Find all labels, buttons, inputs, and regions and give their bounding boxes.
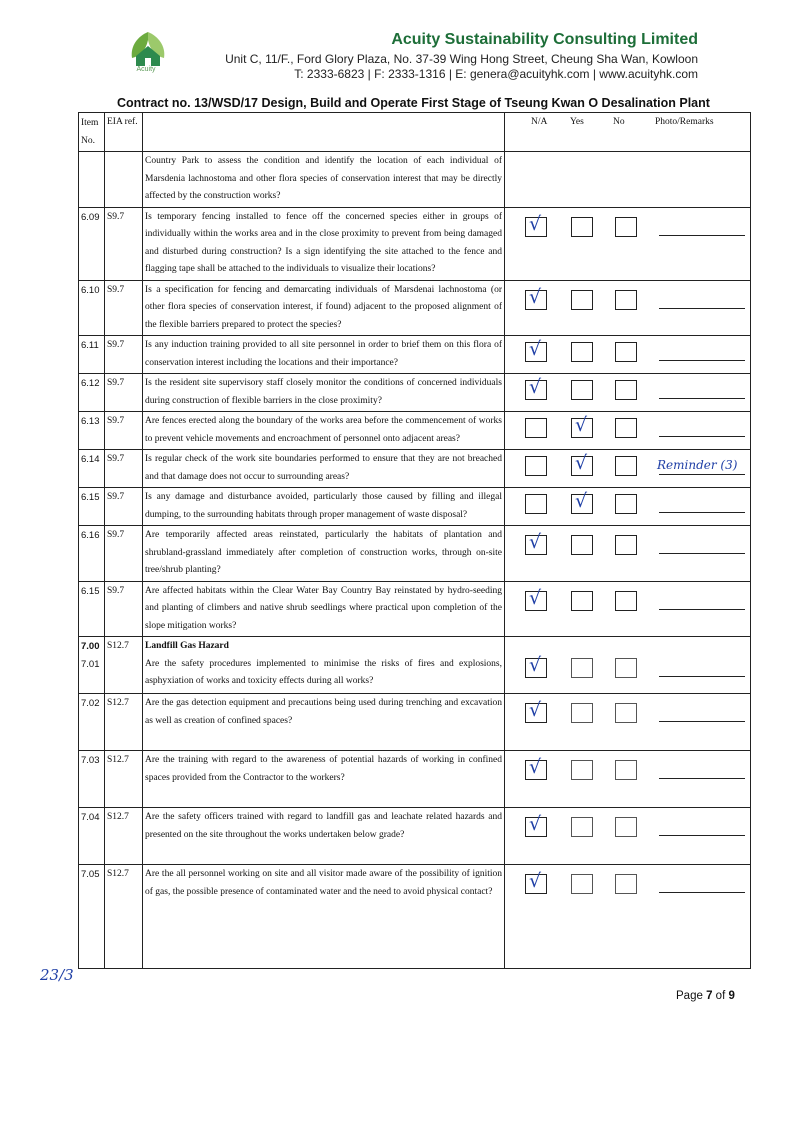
item-number: 6.14 [81, 454, 100, 465]
remarks-line[interactable] [659, 235, 745, 236]
item-number: 6.13 [81, 416, 100, 427]
eia-ref [105, 280, 143, 336]
checklist-table [78, 112, 751, 969]
header-item-no: Item No. [79, 113, 105, 152]
item-number: 7.04 [81, 812, 100, 823]
item-number: 7.03 [81, 755, 100, 766]
check-mark-icon: √ [529, 813, 542, 835]
answer-cell [505, 581, 751, 637]
item-text: Are the all personnel working on site and all visitor made aware of the possibility of ignition of gas, the possible presence of contaminated water and the need to avoid physical contact? [145, 869, 502, 897]
eia-ref [105, 526, 143, 582]
remarks-line[interactable] [659, 778, 745, 779]
answer-cell [505, 336, 751, 374]
eia-ref [105, 694, 143, 751]
remarks-line[interactable] [659, 398, 745, 399]
table-row [79, 152, 751, 208]
remarks-line[interactable] [659, 436, 745, 437]
item-text: Are affected habitats within the Clear Water Bay Country Bay reinstated by hydro-seeding and planting of climbers and native shrub seedlings where practical upon completion of the slope mitigation works? [145, 585, 502, 631]
checkbox-no[interactable] [615, 760, 637, 780]
item-text: Is any induction training provided to all site personnel in order to brief them on this flora of conservation interest including the locations and their importance? [145, 340, 502, 368]
item-text: Is a specification for fencing and demarcating individuals of Marsdenai lachnostoma (or other flora species of conservation interest, if found) adjacent to the proposed alignment of the flexible barriers prepared to protect the species? [145, 284, 502, 330]
item-description [143, 865, 505, 969]
handwritten-remark: Reminder (3) [657, 458, 738, 472]
section-number: 7.00 [81, 641, 100, 652]
checkbox-no[interactable] [615, 342, 637, 362]
eia-ref [105, 152, 143, 208]
company-name: Acuity Sustainability Consulting Limited [391, 31, 698, 48]
eia-ref-text: S12.7 [107, 698, 129, 708]
item-text: Are the safety procedures implemented to minimise the risks of fires and explosions, asphyxiation of works and toxicity effects during all works? [145, 658, 502, 686]
item-no [79, 336, 105, 374]
eia-ref-text: S12.7 [107, 755, 129, 765]
eia-ref [105, 751, 143, 808]
eia-ref [105, 637, 143, 694]
checkbox-no[interactable] [615, 217, 637, 237]
company-contact: T: 2333-6823 | F: 2333-1316 | E: genera@acuityhk.com | www.acuityhk.com [294, 67, 698, 81]
item-no [79, 581, 105, 637]
answer-cell [505, 694, 751, 751]
checkbox-na[interactable] [525, 813, 547, 837]
answer-cell [505, 207, 751, 280]
eia-ref [105, 336, 143, 374]
answer-cell [505, 280, 751, 336]
eia-ref-text: S9.7 [107, 585, 125, 596]
checkbox-na[interactable] [525, 494, 547, 514]
item-description [143, 412, 505, 450]
answer-cell [505, 526, 751, 582]
checkbox-yes[interactable] [571, 703, 593, 723]
header-yes: Yes [570, 117, 584, 127]
eia-ref [105, 488, 143, 526]
item-text: Are fences erected along the boundary of the works area before the commencement of works to prevent vehicle movements and encroachment of personnel onto adjacent areas? [145, 416, 502, 444]
checkbox-no[interactable] [615, 874, 637, 894]
checkbox-no[interactable] [615, 290, 637, 310]
checkbox-yes[interactable] [571, 535, 593, 555]
logo-text: Acuity [136, 66, 156, 73]
check-mark-icon: √ [529, 699, 542, 721]
answer-cell [505, 865, 751, 969]
table-row [79, 207, 751, 280]
answer-cell [505, 488, 751, 526]
item-number: 7.05 [81, 869, 100, 880]
item-no [79, 207, 105, 280]
table-row [79, 280, 751, 336]
check-mark-icon: √ [529, 531, 542, 553]
item-no [79, 280, 105, 336]
item-no [79, 694, 105, 751]
item-description [143, 207, 505, 280]
item-no [79, 488, 105, 526]
eia-ref-text: S12.7 [107, 812, 129, 822]
item-text: Are temporarily affected areas reinstated, particularly the habitats of plantation and shrubland-grassland immediately after completion of construction works, through on-site tree/shrub planting? [145, 530, 502, 575]
eia-ref [105, 412, 143, 450]
eia-ref-text: S9.7 [107, 416, 125, 426]
eia-ref [105, 808, 143, 865]
item-text: Is regular check of the work site boundaries performed to ensure that they are not breached and that damage does not occur to surrounding areas? [145, 454, 502, 482]
checkbox-na[interactable] [525, 654, 547, 678]
item-description [143, 488, 505, 526]
item-no [79, 374, 105, 412]
contract-title: Contract no. 13/WSD/17 Design, Build and Operate First Stage of Tseung Kwan O Desalination Plant [117, 96, 710, 110]
item-no [79, 526, 105, 582]
item-number: 6.10 [81, 284, 100, 296]
table-row [79, 865, 751, 969]
item-text: Are the safety officers trained with regard to landfill gas and leachate related hazards and presented on the site throughout the works undertaken below grade? [145, 812, 502, 840]
checkbox-no[interactable] [615, 535, 637, 555]
item-number: 6.12 [81, 378, 100, 389]
check-mark-icon: √ [529, 212, 542, 235]
checkbox-na[interactable] [525, 418, 547, 438]
remarks-line[interactable] [659, 676, 745, 677]
checkbox-na[interactable] [525, 285, 547, 310]
remarks-line[interactable] [659, 892, 745, 893]
item-number: 7.02 [81, 698, 100, 709]
answer-cell [505, 152, 751, 208]
header-check-columns [505, 113, 751, 152]
eia-ref [105, 374, 143, 412]
eia-ref [105, 207, 143, 280]
checkbox-yes[interactable] [571, 380, 593, 400]
checkbox-no[interactable] [615, 418, 637, 438]
checkbox-na[interactable] [525, 212, 547, 237]
checkbox-no[interactable] [615, 380, 637, 400]
table-row [79, 694, 751, 751]
checkbox-na[interactable] [525, 338, 547, 362]
item-no [79, 412, 105, 450]
check-mark-icon: √ [529, 654, 542, 676]
letterhead [0, 0, 794, 110]
item-number: 6.09 [81, 211, 100, 223]
table-row [79, 488, 751, 526]
checkbox-yes[interactable] [571, 760, 593, 780]
item-description [143, 694, 505, 751]
item-no [79, 450, 105, 488]
item-no [79, 751, 105, 808]
checkbox-yes[interactable] [571, 874, 593, 894]
checkbox-yes[interactable] [571, 414, 593, 438]
remarks-line[interactable] [659, 553, 745, 554]
check-mark-icon: √ [529, 285, 542, 308]
checkbox-na[interactable] [525, 699, 547, 723]
checkbox-yes[interactable] [571, 591, 593, 611]
eia-ref-text: S9.7 [107, 530, 125, 540]
item-description [143, 751, 505, 808]
checkbox-no[interactable] [615, 817, 637, 837]
checkbox-no[interactable] [615, 494, 637, 514]
item-number: 7.01 [81, 658, 100, 670]
table-row [79, 581, 751, 637]
header-eia-ref: EIA ref. [105, 113, 143, 152]
checkbox-yes[interactable] [571, 290, 593, 310]
checkbox-na[interactable] [525, 456, 547, 476]
item-text: Is the resident site supervisory staff closely monitor the conditions of concerned individuals during construction of flexible barriers in the close proximity? [145, 378, 502, 406]
answer-cell [505, 374, 751, 412]
checkbox-yes[interactable] [571, 490, 593, 514]
table-header-row [79, 113, 751, 152]
item-number: 6.11 [81, 340, 99, 351]
check-mark-icon: √ [529, 870, 542, 892]
table-row [79, 751, 751, 808]
header-na: N/A [531, 117, 548, 127]
eia-ref-text: S9.7 [107, 340, 125, 350]
checkbox-na[interactable] [525, 531, 547, 555]
checkbox-no[interactable] [615, 591, 637, 611]
check-mark-icon: √ [575, 414, 588, 436]
eia-ref-text: S9.7 [107, 492, 125, 502]
item-description [143, 374, 505, 412]
table-row [79, 374, 751, 412]
checkbox-no[interactable] [615, 658, 637, 678]
header-remarks: Photo/Remarks [655, 117, 714, 127]
checkbox-no[interactable] [615, 703, 637, 723]
table-row [79, 412, 751, 450]
remarks-line[interactable] [659, 308, 745, 309]
remarks-line[interactable] [659, 609, 745, 610]
item-text: Is any damage and disturbance avoided, particularly those caused by filling and illegal dumping, to the surrounding habitats through proper management of waste disposal? [145, 492, 502, 520]
answer-cell [505, 412, 751, 450]
item-description [143, 336, 505, 374]
check-mark-icon: √ [529, 376, 542, 398]
remarks-line[interactable] [659, 835, 745, 836]
item-description [143, 152, 505, 208]
checkbox-yes[interactable] [571, 817, 593, 837]
check-mark-icon: √ [529, 756, 542, 778]
check-mark-icon: √ [529, 338, 542, 360]
eia-ref-text: S12.7 [107, 869, 129, 879]
checkbox-no[interactable] [615, 456, 637, 476]
table-row [79, 526, 751, 582]
table-row [79, 637, 751, 694]
check-mark-icon: √ [529, 586, 542, 609]
answer-cell [505, 751, 751, 808]
item-text: Are the training with regard to the awareness of potential hazards of working in confined spaces provided from the Contractor to the workers? [145, 755, 502, 783]
answer-cell [505, 450, 751, 488]
item-text: Country Park to assess the condition and identify the location of each individual of Marsdenia lachnostoma and other flora species of conservation interest that may be directly affected by the construction works? [145, 156, 502, 201]
table-row [79, 808, 751, 865]
item-description [143, 808, 505, 865]
item-number: 6.15 [81, 585, 100, 597]
checkbox-na[interactable] [525, 376, 547, 400]
check-mark-icon: √ [575, 452, 588, 474]
item-no [79, 637, 105, 694]
company-logo-icon [118, 26, 178, 82]
remarks-line[interactable] [659, 360, 745, 361]
remarks-line[interactable] [659, 512, 745, 513]
item-number: 6.15 [81, 492, 100, 503]
remarks-line[interactable] [659, 721, 745, 722]
section-title: Landfill Gas Hazard [145, 641, 229, 651]
checkbox-na[interactable] [525, 586, 547, 611]
answer-cell [505, 637, 751, 694]
table-row [79, 450, 751, 488]
table-row [79, 336, 751, 374]
eia-ref-text: S12.7 [107, 641, 129, 651]
company-address: Unit C, 11/F., Ford Glory Plaza, No. 37-39 Wing Hong Street, Cheung Sha Wan, Kowloon [225, 52, 698, 66]
answer-cell [505, 808, 751, 865]
item-text: Is temporary fencing installed to fence off the concerned species either in groups of individually within the works area and in the close proximity to prevent from being damaged and disturbed during construction? Is a sign identifying the site attached to the fence and flagging tape shall be attached to the individuals to visualize their locations? [145, 211, 502, 274]
handwritten-date: 23/3 [40, 966, 74, 984]
header-no: No [613, 117, 625, 127]
eia-ref-text: S9.7 [107, 211, 125, 222]
item-no [79, 152, 105, 208]
item-no [79, 808, 105, 865]
check-mark-icon: √ [575, 490, 588, 512]
eia-ref [105, 450, 143, 488]
eia-ref-text: S9.7 [107, 284, 125, 295]
item-description [143, 526, 505, 582]
item-description [143, 280, 505, 336]
checkbox-na[interactable] [525, 756, 547, 780]
item-description [143, 450, 505, 488]
item-text: Are the gas detection equipment and precautions being used during trenching and excavation as well as creation of confined spaces? [145, 698, 502, 726]
item-description [143, 581, 505, 637]
checkbox-na[interactable] [525, 870, 547, 894]
checkbox-yes[interactable] [571, 217, 593, 237]
eia-ref-text: S9.7 [107, 454, 125, 464]
eia-ref-text: S9.7 [107, 378, 125, 388]
checkbox-yes[interactable] [571, 342, 593, 362]
page-number: Page 7 of 9 [676, 990, 735, 1002]
item-number: 6.16 [81, 530, 100, 541]
checkbox-yes[interactable] [571, 452, 593, 476]
item-no [79, 865, 105, 969]
checkbox-yes[interactable] [571, 658, 593, 678]
eia-ref [105, 581, 143, 637]
header-description [143, 113, 505, 152]
eia-ref [105, 865, 143, 969]
item-description [143, 637, 505, 694]
